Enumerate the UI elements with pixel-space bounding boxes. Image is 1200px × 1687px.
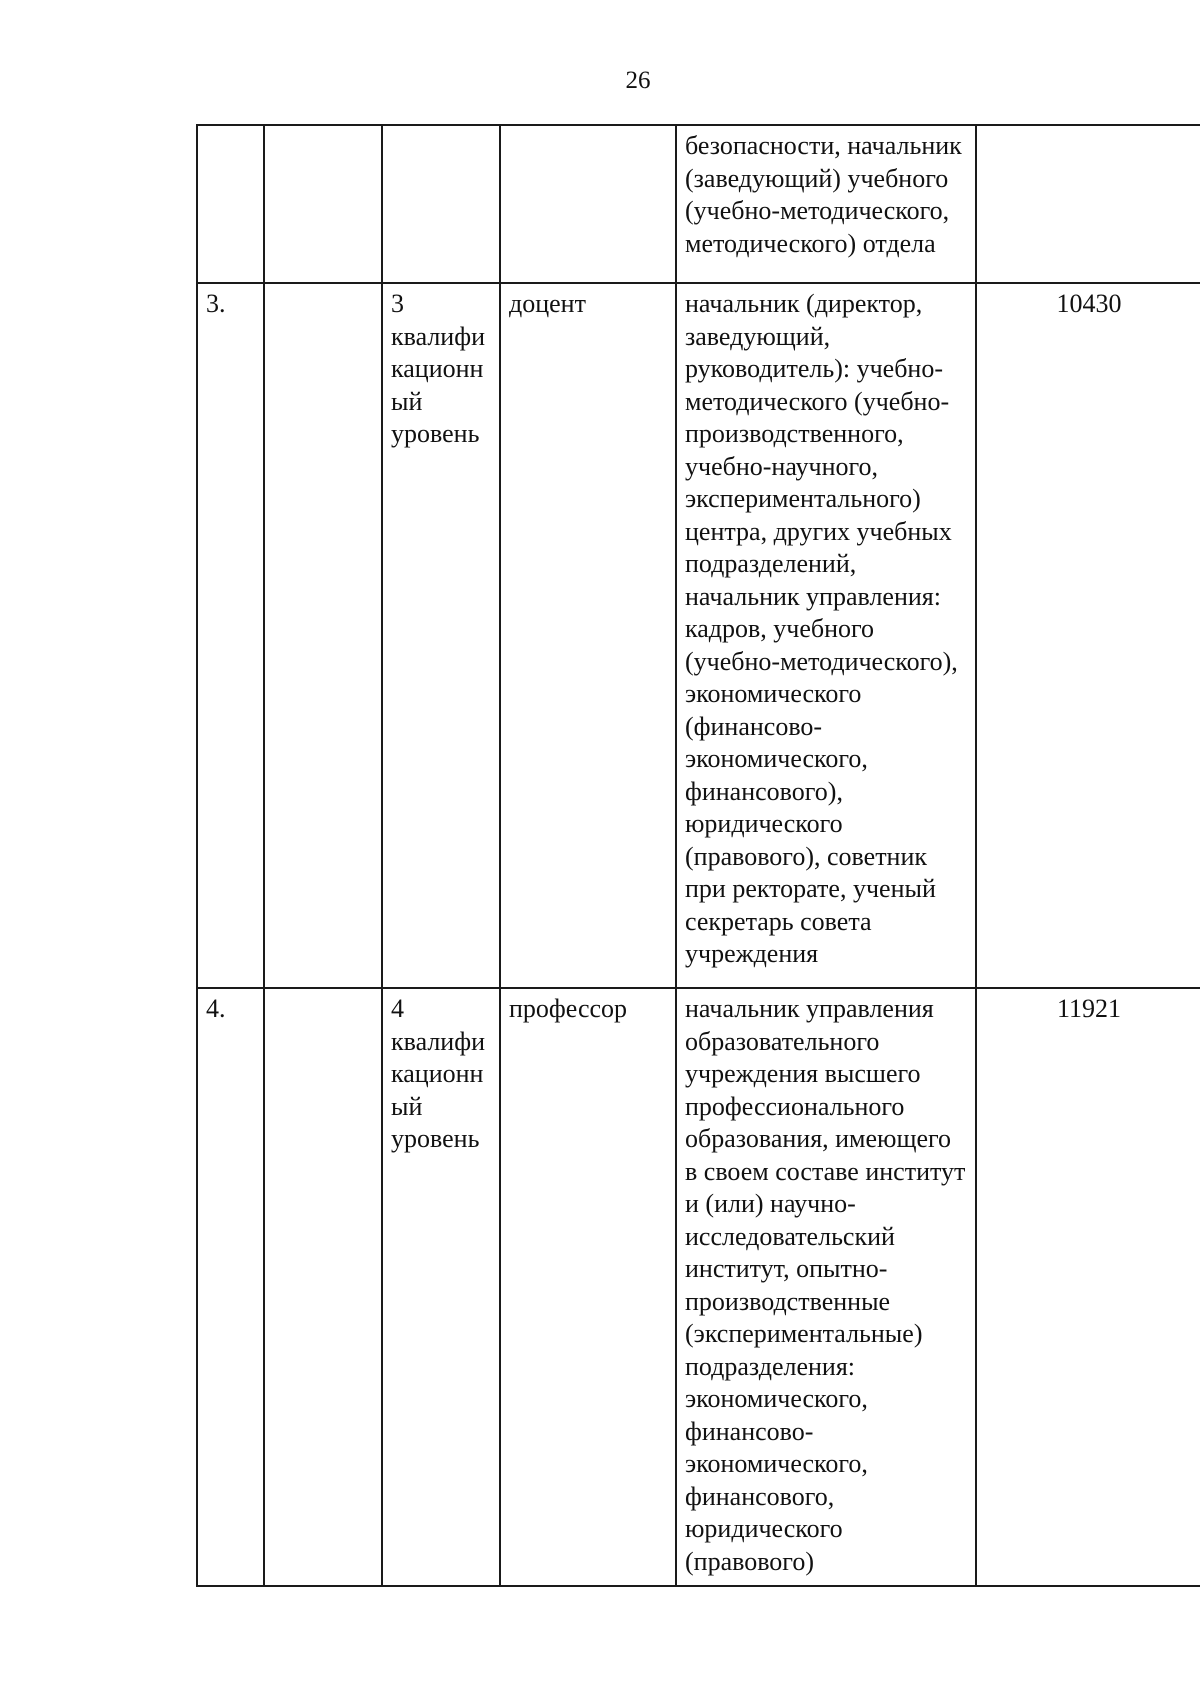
row-number-cell: 4.	[197, 988, 264, 1586]
qualification-group-cell	[264, 125, 382, 283]
salary-cell: 10430	[976, 283, 1200, 988]
qualification-level-cell: 4 квалифи кационн ый уровень	[382, 988, 500, 1586]
row-number-cell: 3.	[197, 283, 264, 988]
position-cell: доцент	[500, 283, 676, 988]
table-row	[197, 125, 1200, 283]
qualification-level-cell	[382, 125, 500, 283]
qualification-level-cell: 3 квалифи кационн ый уровень	[382, 283, 500, 988]
page-number: 26	[625, 67, 651, 94]
position-cell: профессор	[500, 988, 676, 1586]
salary-cell: 11921	[976, 988, 1200, 1586]
table-row	[197, 988, 1200, 1586]
salary-cell	[976, 125, 1200, 283]
qualification-table	[196, 124, 1200, 1587]
table-row	[197, 283, 1200, 988]
qualification-group-cell	[264, 988, 382, 1586]
qualification-group-cell	[264, 283, 382, 988]
position-cell	[500, 125, 676, 283]
row-number-cell	[197, 125, 264, 283]
duties-cell: начальник (директор, заведующий, руководитель): учебно- методического (учебно- производственного, учебно-научного, экспериментального) центра, других учебных подразделений, начальник управления: кадров, учебного (учебно-методического), экономического (финансово- экономического, финансового), юридического (правового), советник при ректорате, ученый секретарь совета учреждения	[676, 283, 976, 988]
duties-cell: начальник управления образовательного учреждения высшего профессионального образования, имеющего в своем составе институт и (или) научно- исследовательский институт, опытно- производственные (экспериментальные) подразделения: экономического, финансово- экономического, финансового, юридического (правового)	[676, 988, 976, 1586]
duties-cell: безопасности, начальник (заведующий) учебного (учебно-методического, методического) отдела	[676, 125, 976, 283]
